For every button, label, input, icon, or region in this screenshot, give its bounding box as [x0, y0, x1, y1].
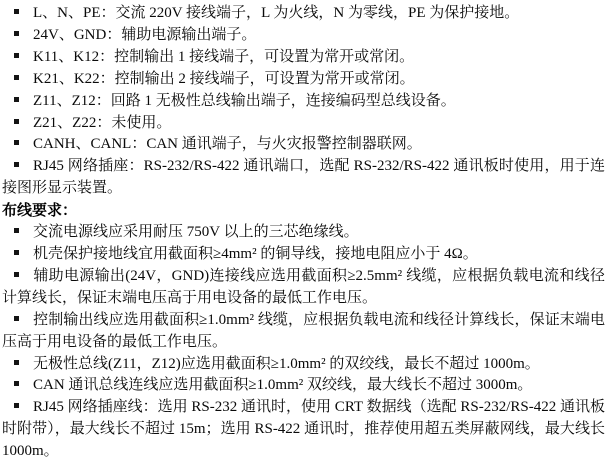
list-item [2, 3, 605, 25]
list-item [2, 354, 605, 376]
bullet-icon [14, 9, 19, 14]
list-item [2, 156, 605, 200]
terminal-list [2, 3, 605, 200]
list-item-text: CAN 通讯总线连线应选用截面积≥1.0mm² 双绞线，最大线长不超过 3000m。 [33, 377, 533, 394]
list-item-text: 机壳保护接地线宜用截面积≥4mm² 的铜导线，接地电阻应小于 4Ω。 [33, 245, 478, 262]
list-item-text: Z21、Z22：未使用。 [33, 114, 172, 131]
bullet-icon [14, 53, 19, 58]
bullet-icon [14, 316, 19, 321]
list-item-text: L、N、PE：交流 220V 接线端子，L 为火线，N 为零线，PE 为保护接地。 [33, 5, 520, 21]
bullet-icon [14, 75, 19, 80]
list-item [2, 266, 605, 310]
list-item [2, 91, 605, 113]
list-item [2, 397, 605, 463]
bullet-icon [14, 228, 19, 233]
list-item-text: K21、K22：控制输出 2 接线端子，可设置为常开或常闭。 [33, 70, 415, 87]
list-item-text: 辅助电源输出(24V，GND)连接线应选用截面积≥2.5mm² 线缆，应根据负载电流和线径计算线长，保证末端电压高于用电设备的最低工作电压。 [2, 267, 605, 306]
list-item-text: RJ45 网络插座线：选用 RS-232 通讯时，使用 CRT 数据线（选配 RS-232/RS-422 通讯板时附带），最大线长不超过 15m；选用 RS-422 通讯时，推荐使用超五类屏蔽网线，最大线长 1000m。 [2, 399, 605, 460]
bullet-icon [14, 403, 19, 408]
list-item [2, 222, 605, 244]
list-item [2, 375, 605, 397]
bullet-icon [14, 140, 19, 145]
bullet-icon [14, 97, 19, 102]
document-body [2, 3, 605, 463]
list-item-text: 24V、GND：辅助电源输出端子。 [33, 26, 257, 43]
list-item-text: RJ45 网络插座：RS-232/RS-422 通讯端口，选配 RS-232/RS-422 通讯板时使用，用于连接图形显示装置。 [2, 158, 605, 197]
bullet-icon [14, 381, 19, 386]
list-item-text: Z11、Z12：回路 1 无极性总线输出端子，连接编码型总线设备。 [33, 92, 456, 109]
wiring-requirements-list [2, 222, 605, 463]
bullet-icon [14, 162, 19, 167]
list-item [2, 47, 605, 69]
section-heading: 布线要求： [2, 202, 78, 220]
bullet-icon [14, 250, 19, 255]
list-item-text: CANH、CANL：CAN 通讯端子，与火灾报警控制器联网。 [33, 136, 422, 153]
bullet-icon [14, 360, 19, 365]
list-item [2, 25, 605, 47]
bullet-icon [14, 31, 19, 36]
list-item-text: 无极性总线(Z11，Z12)应选用截面积≥1.0mm² 的双绞线，最长不超过 1000m。 [33, 355, 540, 372]
list-item-text: 交流电源线应采用耐压 750V 以上的三芯绝缘线。 [33, 224, 359, 241]
list-item [2, 69, 605, 91]
list-item [2, 113, 605, 135]
list-item-text: K11、K12：控制输出 1 接线端子，可设置为常开或常闭。 [33, 48, 415, 65]
list-item [2, 244, 605, 266]
bullet-icon [14, 119, 19, 124]
list-item-text: 控制输出线应选用截面积≥1.0mm² 线缆，应根据负载电流和线径计算线长，保证末端电压高于用电设备的最低工作电压。 [2, 311, 605, 350]
list-item [2, 310, 605, 354]
list-item [2, 134, 605, 156]
bullet-icon [14, 272, 19, 277]
